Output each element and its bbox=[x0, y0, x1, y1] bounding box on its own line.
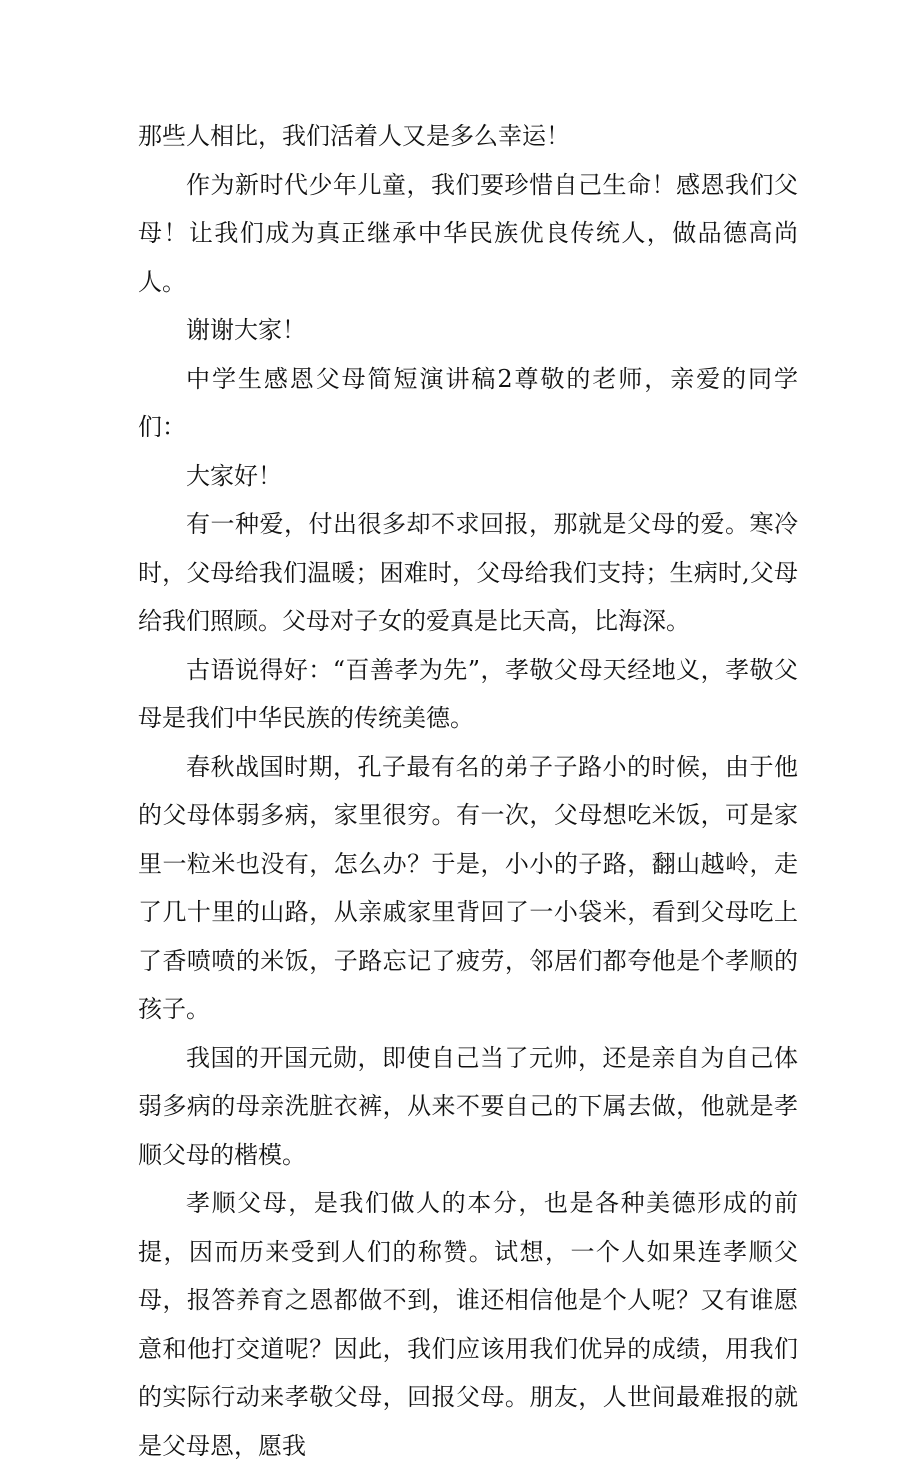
paragraph: 大家好！ bbox=[186, 461, 282, 490]
paragraph: 作为新时代少年儿童，我们要珍惜自己生命！感恩我们父母！让我们成为真正继承中华民族优良传统人，做品德高尚人。 bbox=[138, 170, 798, 296]
document-body bbox=[138, 112, 798, 1470]
paragraph: 谢谢大家！ bbox=[186, 316, 306, 344]
paragraph: 中学生感恩父母简短演讲稿2尊敬的老师，亲爱的同学们： bbox=[138, 364, 798, 441]
paragraph: 那些人相比，我们活着人又是多么幸运！ bbox=[138, 122, 570, 150]
paragraph: 春秋战国时期，孔子最有名的弟子子路小的时候，由于他的父母体弱多病，家里很穷。有一次，父母想吃米饭，可是家里一粒米也没有，怎么办？于是，小小的子路，翻山越岭，走了几十里的山路，从亲戚家里背回了一小袋米，看到父母吃上了香喷喷的米饭，子路忘记了疲劳，邻居们都夸他是个孝顺的孩子。 bbox=[138, 752, 798, 1023]
paragraph: 孝顺父母，是我们做人的本分，也是各种美德形成的前提，因而历来受到人们的称赞。试想，一个人如果连孝顺父母，报答养育之恩都做不到，谁还相信他是个人呢？又有谁愿意和他打交道呢？因此，我们应该用我们优异的成绩，用我们的实际行动来孝敬父母，回报父母。朋友，人世间最难报的就是父母恩，愿我 bbox=[138, 1189, 798, 1460]
paragraph: 我国的开国元勋，即使自己当了元帅，还是亲自为自己体弱多病的母亲洗脏衣裤，从来不要自己的下属去做，他就是孝顺父母的楷模。 bbox=[138, 1043, 798, 1169]
paragraph: 有一种爱，付出很多却不求回报，那就是父母的爱。寒冷时，父母给我们温暖；困难时，父母给我们支持；生病时,父母给我们照顾。父母对子女的爱真是比天高，比海深。 bbox=[138, 510, 798, 635]
paragraph: 古语说得好：“百善孝为先”，孝敬父母天经地义，孝敬父母是我们中华民族的传统美德。 bbox=[138, 655, 798, 732]
